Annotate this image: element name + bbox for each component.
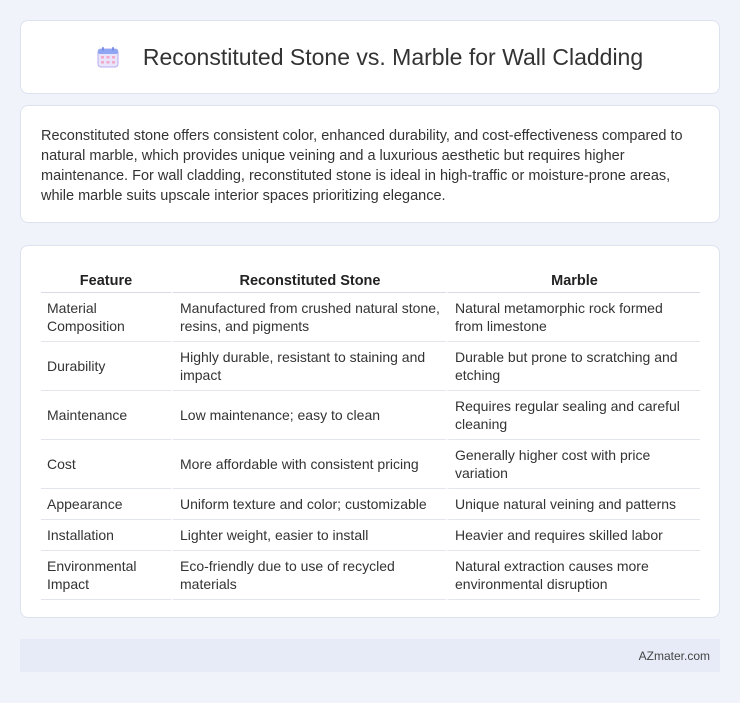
marble-cell: Natural extraction causes more environmental disruption — [446, 551, 700, 600]
table-row — [41, 391, 700, 440]
header-reconstituted-stone: Reconstituted Stone — [171, 264, 446, 293]
intro-text: Reconstituted stone offers consistent color, enhanced durability, and cost-effectiveness compared to natural marble, which provides unique veining and a luxurious aesthetic but requires higher maintenance. For wall cladding, reconstituted stone is ideal in high-traffic or moisture-prone areas, while marble suits upscale interior spaces prioritizing elegance. — [41, 128, 683, 204]
reconstituted-cell: Low maintenance; easy to clean — [171, 391, 446, 440]
header-feature: Feature — [41, 264, 171, 293]
marble-cell: Heavier and requires skilled labor — [446, 520, 700, 551]
feature-cell: Environmental Impact — [41, 551, 171, 600]
table-row — [41, 440, 700, 489]
feature-cell: Appearance — [41, 489, 171, 520]
feature-cell: Cost — [41, 440, 171, 489]
calendar-icon — [97, 46, 119, 68]
footer — [20, 639, 720, 672]
marble-cell: Natural metamorphic rock formed from limestone — [446, 293, 700, 342]
table-row — [41, 342, 700, 391]
marble-cell: Generally higher cost with price variation — [446, 440, 700, 489]
reconstituted-cell: More affordable with consistent pricing — [171, 440, 446, 489]
comparison-table-card — [20, 245, 720, 618]
table-row — [41, 551, 700, 600]
title-card — [20, 20, 720, 94]
footer-site-label: AZmater.com — [638, 648, 710, 663]
table-row — [41, 489, 700, 520]
table-row — [41, 293, 700, 342]
feature-cell: Durability — [41, 342, 171, 391]
table-header-row — [41, 264, 700, 293]
page-title: Reconstituted Stone vs. Marble for Wall Cladding — [142, 43, 644, 70]
comparison-table — [41, 264, 700, 600]
marble-cell: Requires regular sealing and careful cleaning — [446, 391, 700, 440]
feature-cell: Material Composition — [41, 293, 171, 342]
marble-cell: Durable but prone to scratching and etching — [446, 342, 700, 391]
table-row — [41, 520, 700, 551]
intro-card — [20, 105, 720, 223]
feature-cell: Installation — [41, 520, 171, 551]
marble-cell: Unique natural veining and patterns — [446, 489, 700, 520]
reconstituted-cell: Uniform texture and color; customizable — [171, 489, 446, 520]
reconstituted-cell: Lighter weight, easier to install — [171, 520, 446, 551]
feature-cell: Maintenance — [41, 391, 171, 440]
header-marble: Marble — [446, 264, 700, 293]
reconstituted-cell: Manufactured from crushed natural stone, resins, and pigments — [171, 293, 446, 342]
reconstituted-cell: Highly durable, resistant to staining and impact — [171, 342, 446, 391]
reconstituted-cell: Eco-friendly due to use of recycled materials — [171, 551, 446, 600]
